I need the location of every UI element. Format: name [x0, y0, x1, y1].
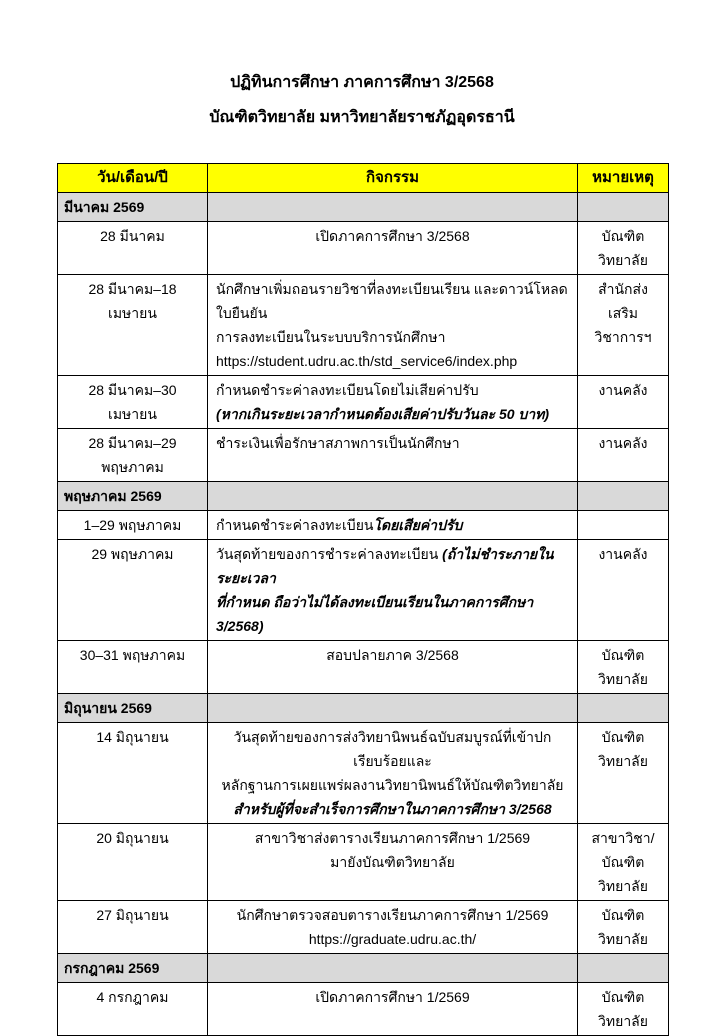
note-cell — [578, 723, 669, 824]
activity-text-segment: กำหนดชำระค่าลงทะเบียนโดยไม่เสียค่าปรับ — [216, 382, 479, 398]
note-cell — [578, 954, 669, 983]
activity-text-segment: กำหนดชำระค่าลงทะเบียน — [216, 517, 374, 533]
activity-line — [216, 773, 569, 797]
activity-text-segment: วันสุดท้ายของการชำระค่าลงทะเบียน — [216, 546, 443, 562]
note-cell — [578, 429, 669, 482]
note-cell — [578, 901, 669, 954]
date-cell: 20 มิถุนายน — [58, 824, 208, 901]
note-line: งานคลัง — [598, 382, 648, 398]
calendar-entry-row — [58, 222, 669, 275]
activity-line — [216, 985, 569, 1009]
column-header-date: วัน/เดือน/ปี — [58, 164, 208, 193]
activity-text-segment: วันสุดท้ายของการส่งวิทยานิพนธ์ฉบับสมบูรณ์ที่เข้าปกเรียบร้อยและ — [233, 729, 552, 769]
activity-line — [216, 797, 569, 821]
activity-text-segment: เปิดภาคการศึกษา 3/2568 — [315, 228, 470, 244]
activity-line — [216, 513, 569, 537]
note-cell — [578, 511, 669, 540]
activity-text-segment: https://student.udru.ac.th/std_service6/index.php — [216, 353, 518, 369]
note-line: บัณฑิตวิทยาลัย — [598, 989, 648, 1029]
month-label-cell: มีนาคม 2569 — [58, 193, 208, 222]
note-line: บัณฑิตวิทยาลัย — [598, 228, 648, 268]
activity-line — [216, 643, 569, 667]
activity-line — [216, 224, 569, 248]
date-cell: 28 มีนาคม–18 เมษายน — [58, 275, 208, 376]
table-header-row — [58, 164, 669, 193]
activity-text-segment: โดยเสียค่าปรับ — [373, 517, 463, 533]
activity-cell — [208, 429, 578, 482]
activity-line — [216, 590, 569, 638]
academic-calendar-table — [57, 163, 669, 1036]
activity-cell — [208, 954, 578, 983]
activity-text-segment: เปิดภาคการศึกษา 1/2569 — [315, 989, 470, 1005]
month-section-row — [58, 954, 669, 983]
note-line: งานคลัง — [598, 546, 648, 562]
date-cell: 14 มิถุนายน — [58, 723, 208, 824]
note-line: บัณฑิตวิทยาลัย — [598, 907, 648, 947]
calendar-entry-row — [58, 429, 669, 482]
document-title-semester: ปฏิทินการศึกษา ภาคการศึกษา 3/2568 — [230, 74, 494, 91]
activity-text-segment: หลักฐานการเผยแพร่ผลงานวิทยานิพนธ์ให้บัณฑิตวิทยาลัย — [221, 777, 564, 793]
note-line: งานคลัง — [598, 435, 648, 451]
note-line: สำนักส่งเสริม — [598, 281, 648, 321]
note-line: บัณฑิตวิทยาลัย — [598, 854, 648, 894]
date-cell: 29 พฤษภาคม — [58, 540, 208, 641]
activity-line — [216, 927, 569, 951]
month-label-cell: พฤษภาคม 2569 — [58, 482, 208, 511]
note-line: บัณฑิตวิทยาลัย — [598, 647, 648, 687]
activity-cell — [208, 193, 578, 222]
activity-line — [216, 402, 569, 426]
note-cell — [578, 193, 669, 222]
note-cell — [578, 694, 669, 723]
activity-line — [216, 277, 569, 325]
calendar-entry-row — [58, 540, 669, 641]
date-cell: 30–31 พฤษภาคม — [58, 641, 208, 694]
activity-line — [216, 826, 569, 850]
activity-cell — [208, 511, 578, 540]
calendar-entry-row — [58, 723, 669, 824]
activity-text-segment: (หากเกินระยะเวลากำหนดต้องเสียค่าปรับวันละ 50 บาท) — [216, 406, 550, 422]
calendar-entry-row — [58, 824, 669, 901]
calendar-entry-row — [58, 641, 669, 694]
document-title-faculty: บัณฑิตวิทยาลัย มหาวิทยาลัยราชภัฏอุดรธานี — [209, 109, 515, 126]
activity-text-segment: https://graduate.udru.ac.th/ — [308, 931, 477, 947]
note-cell — [578, 641, 669, 694]
note-line: บัณฑิตวิทยาลัย — [598, 729, 648, 769]
note-cell — [578, 222, 669, 275]
activity-text-segment: การลงทะเบียนในระบบบริการนักศึกษา — [216, 329, 446, 345]
calendar-entry-row — [58, 983, 669, 1036]
date-cell: 4 กรกฎาคม — [58, 983, 208, 1036]
activity-text-segment: (ถ้าไม่ชำระภายในระยะเวลา — [216, 546, 554, 586]
activity-text-segment: สาขาวิชาส่งตารางเรียนภาคการศึกษา 1/2569 — [254, 830, 531, 846]
activity-text-segment: สอบปลายภาค 3/2568 — [326, 647, 459, 663]
activity-cell — [208, 694, 578, 723]
activity-text-segment: สำหรับผู้ที่จะสำเร็จการศึกษาในภาคการศึกษา 3/2568 — [233, 801, 552, 817]
note-cell — [578, 983, 669, 1036]
month-label-cell: กรกฎาคม 2569 — [58, 954, 208, 983]
activity-line — [216, 325, 569, 349]
activity-line — [216, 431, 569, 455]
activity-cell — [208, 824, 578, 901]
calendar-entry-row — [58, 376, 669, 429]
activity-text-segment: ที่กำหนด ถือว่าไม่ได้ลงทะเบียนเรียนในภาคการศึกษา 3/2568) — [216, 594, 534, 634]
activity-cell — [208, 376, 578, 429]
activity-cell — [208, 222, 578, 275]
calendar-entry-row — [58, 275, 669, 376]
activity-cell — [208, 482, 578, 511]
activity-text-segment: มายังบัณฑิตวิทยาลัย — [330, 854, 455, 870]
month-section-row — [58, 694, 669, 723]
month-label-cell: มิถุนายน 2569 — [58, 694, 208, 723]
activity-text-segment: นักศึกษาตรวจสอบตารางเรียนภาคการศึกษา 1/2569 — [236, 907, 549, 923]
activity-line — [216, 850, 569, 874]
note-cell — [578, 376, 669, 429]
date-cell: 28 มีนาคม — [58, 222, 208, 275]
activity-line — [216, 378, 569, 402]
note-cell — [578, 482, 669, 511]
activity-line — [216, 725, 569, 773]
activity-text-segment: ชำระเงินเพื่อรักษาสภาพการเป็นนักศึกษา — [216, 435, 460, 451]
date-cell: 27 มิถุนายน — [58, 901, 208, 954]
month-section-row — [58, 193, 669, 222]
note-cell — [578, 275, 669, 376]
activity-cell — [208, 540, 578, 641]
month-section-row — [58, 482, 669, 511]
date-cell: 28 มีนาคม–30 เมษายน — [58, 376, 208, 429]
note-line: สาขาวิชา/ — [591, 830, 655, 846]
calendar-table-body — [58, 193, 669, 1036]
note-line: วิชาการฯ — [594, 329, 652, 345]
activity-line — [216, 903, 569, 927]
activity-cell — [208, 641, 578, 694]
activity-cell — [208, 275, 578, 376]
activity-cell — [208, 901, 578, 954]
column-header-activity: กิจกรรม — [208, 164, 578, 193]
activity-text-segment: นักศึกษาเพิ่มถอนรายวิชาที่ลงทะเบียนเรียน และดาวน์โหลดใบยืนยัน — [216, 281, 568, 321]
note-cell — [578, 540, 669, 641]
activity-line — [216, 542, 569, 590]
activity-line — [216, 349, 569, 373]
column-header-note: หมายเหตุ — [578, 164, 669, 193]
date-cell: 1–29 พฤษภาคม — [58, 511, 208, 540]
calendar-entry-row — [58, 511, 669, 540]
calendar-entry-row — [58, 901, 669, 954]
activity-cell — [208, 723, 578, 824]
date-cell: 28 มีนาคม–29 พฤษภาคม — [58, 429, 208, 482]
activity-cell — [208, 983, 578, 1036]
note-cell — [578, 824, 669, 901]
